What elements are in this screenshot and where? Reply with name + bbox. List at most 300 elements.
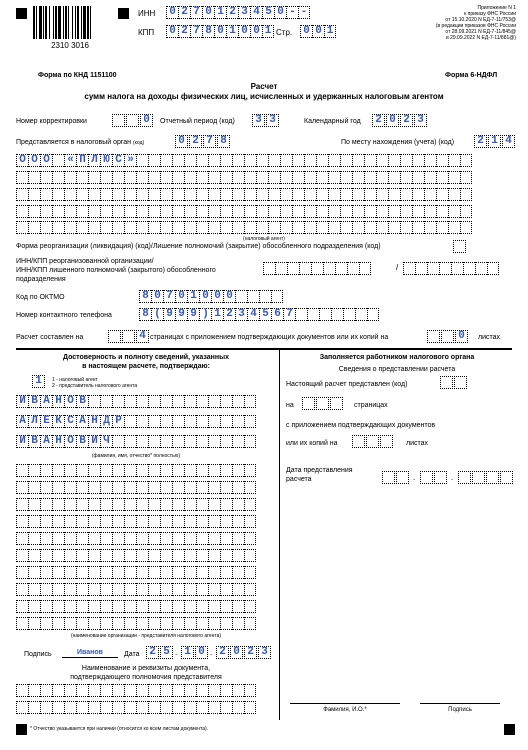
char-cell[interactable]: 2	[474, 135, 487, 148]
char-cell[interactable]	[220, 566, 232, 579]
char-cell[interactable]	[88, 205, 100, 218]
char-cell[interactable]	[220, 221, 232, 234]
char-cell[interactable]	[40, 481, 52, 494]
char-cell[interactable]	[352, 188, 364, 201]
char-cell[interactable]	[424, 221, 436, 234]
char-cell[interactable]	[232, 600, 244, 613]
char-cell[interactable]	[88, 188, 100, 201]
char-cell[interactable]	[76, 549, 88, 562]
char-cell[interactable]	[292, 205, 304, 218]
char-cell[interactable]	[136, 600, 148, 613]
char-cell[interactable]	[64, 566, 76, 579]
char-cell[interactable]	[124, 566, 136, 579]
char-cell[interactable]	[427, 330, 440, 343]
char-cell[interactable]	[88, 701, 100, 714]
char-cell[interactable]	[148, 464, 160, 477]
char-cell[interactable]	[208, 435, 220, 448]
char-cell[interactable]	[304, 171, 316, 184]
char-cell[interactable]	[148, 481, 160, 494]
char-cell[interactable]	[196, 435, 208, 448]
char-cell[interactable]	[160, 154, 172, 167]
char-cell[interactable]	[136, 435, 148, 448]
char-cell[interactable]	[256, 205, 268, 218]
char-cell[interactable]	[487, 262, 499, 275]
char-cell[interactable]	[184, 515, 196, 528]
char-cell[interactable]	[352, 221, 364, 234]
char-cell[interactable]	[196, 583, 208, 596]
char-cell[interactable]	[448, 188, 460, 201]
char-cell[interactable]	[136, 154, 148, 167]
char-cell[interactable]	[40, 617, 52, 630]
char-cell[interactable]	[16, 481, 28, 494]
char-cell[interactable]	[76, 171, 88, 184]
char-cell[interactable]	[328, 221, 340, 234]
char-cell[interactable]	[16, 583, 28, 596]
char-cell[interactable]	[172, 617, 184, 630]
char-cell[interactable]	[208, 515, 220, 528]
char-cell[interactable]	[220, 205, 232, 218]
char-cell[interactable]	[76, 205, 88, 218]
char-cell[interactable]	[244, 684, 256, 697]
char-cell[interactable]	[412, 205, 424, 218]
char-cell[interactable]	[124, 532, 136, 545]
char-cell[interactable]: 1	[214, 6, 226, 19]
char-cell[interactable]	[403, 262, 415, 275]
char-cell[interactable]	[88, 481, 100, 494]
name-field[interactable]	[16, 415, 256, 428]
char-cell[interactable]: (	[151, 308, 163, 321]
char-cell[interactable]	[28, 481, 40, 494]
char-cell[interactable]	[347, 262, 359, 275]
correction-field[interactable]	[112, 114, 154, 127]
char-cell[interactable]	[364, 188, 376, 201]
char-cell[interactable]: 7	[203, 135, 216, 148]
char-cell[interactable]	[40, 532, 52, 545]
rep-org-row-9[interactable]	[16, 600, 256, 613]
char-cell[interactable]	[208, 171, 220, 184]
char-cell[interactable]	[220, 684, 232, 697]
char-cell[interactable]: 6	[271, 308, 283, 321]
char-cell[interactable]: 1	[181, 646, 194, 659]
char-cell[interactable]	[440, 376, 453, 389]
org-name-row-2[interactable]	[16, 171, 472, 184]
char-cell[interactable]: 8	[217, 135, 230, 148]
char-cell[interactable]	[208, 701, 220, 714]
char-cell[interactable]	[208, 549, 220, 562]
char-cell[interactable]	[112, 549, 124, 562]
char-cell[interactable]	[299, 262, 311, 275]
char-cell[interactable]	[463, 262, 475, 275]
char-cell[interactable]	[136, 464, 148, 477]
char-cell[interactable]	[136, 221, 148, 234]
year-field[interactable]	[372, 114, 428, 127]
char-cell[interactable]	[287, 262, 299, 275]
char-cell[interactable]: 1	[262, 25, 274, 38]
rep-org-row-1[interactable]	[16, 464, 256, 477]
char-cell[interactable]	[376, 205, 388, 218]
char-cell[interactable]	[40, 464, 52, 477]
char-cell[interactable]	[232, 481, 244, 494]
char-cell[interactable]	[172, 684, 184, 697]
char-cell[interactable]: И	[16, 435, 28, 448]
char-cell[interactable]	[412, 154, 424, 167]
char-cell[interactable]	[184, 395, 196, 408]
char-cell[interactable]	[112, 498, 124, 511]
char-cell[interactable]	[184, 684, 196, 697]
char-cell[interactable]: 7	[190, 25, 202, 38]
char-cell[interactable]: О	[64, 435, 76, 448]
char-cell[interactable]	[64, 583, 76, 596]
char-cell[interactable]	[160, 171, 172, 184]
char-cell[interactable]	[112, 515, 124, 528]
char-cell[interactable]	[436, 205, 448, 218]
char-cell[interactable]	[64, 684, 76, 697]
char-cell[interactable]	[232, 532, 244, 545]
char-cell[interactable]	[16, 188, 28, 201]
char-cell[interactable]	[100, 532, 112, 545]
signature-value[interactable]: Иванов	[62, 648, 118, 658]
char-cell[interactable]	[244, 188, 256, 201]
char-cell[interactable]	[136, 566, 148, 579]
char-cell[interactable]: 5	[160, 646, 173, 659]
char-cell[interactable]	[196, 171, 208, 184]
char-cell[interactable]	[100, 617, 112, 630]
char-cell[interactable]	[275, 262, 287, 275]
char-cell[interactable]: Е	[40, 415, 52, 428]
char-cell[interactable]	[328, 188, 340, 201]
char-cell[interactable]	[453, 240, 466, 253]
char-cell[interactable]	[108, 330, 121, 343]
char-cell[interactable]	[112, 566, 124, 579]
char-cell[interactable]	[124, 701, 136, 714]
char-cell[interactable]	[136, 415, 148, 428]
char-cell[interactable]	[112, 532, 124, 545]
char-cell[interactable]	[76, 617, 88, 630]
char-cell[interactable]: 9	[163, 308, 175, 321]
char-cell[interactable]	[28, 515, 40, 528]
char-cell[interactable]	[244, 435, 256, 448]
char-cell[interactable]	[172, 583, 184, 596]
char-cell[interactable]	[280, 188, 292, 201]
char-cell[interactable]	[100, 600, 112, 613]
char-cell[interactable]: 9	[175, 308, 187, 321]
char-cell[interactable]	[280, 171, 292, 184]
char-cell[interactable]	[292, 154, 304, 167]
char-cell[interactable]	[100, 188, 112, 201]
char-cell[interactable]	[244, 395, 256, 408]
char-cell[interactable]	[88, 395, 100, 408]
char-cell[interactable]	[112, 188, 124, 201]
char-cell[interactable]	[196, 701, 208, 714]
char-cell[interactable]	[208, 154, 220, 167]
char-cell[interactable]	[76, 515, 88, 528]
rep-org-row-8[interactable]	[16, 583, 256, 596]
char-cell[interactable]	[76, 600, 88, 613]
char-cell[interactable]	[184, 701, 196, 714]
char-cell[interactable]	[136, 701, 148, 714]
char-cell[interactable]	[376, 221, 388, 234]
char-cell[interactable]	[148, 566, 160, 579]
char-cell[interactable]	[136, 171, 148, 184]
char-cell[interactable]	[172, 701, 184, 714]
char-cell[interactable]	[76, 188, 88, 201]
char-cell[interactable]	[232, 498, 244, 511]
char-cell[interactable]	[148, 435, 160, 448]
char-cell[interactable]	[366, 435, 379, 448]
char-cell[interactable]	[148, 583, 160, 596]
char-cell[interactable]	[367, 308, 379, 321]
char-cell[interactable]	[124, 515, 136, 528]
char-cell[interactable]: О	[64, 395, 76, 408]
char-cell[interactable]	[148, 395, 160, 408]
char-cell[interactable]: 0	[455, 330, 468, 343]
char-cell[interactable]: Ч	[100, 435, 112, 448]
char-cell[interactable]	[196, 617, 208, 630]
char-cell[interactable]	[263, 262, 275, 275]
char-cell[interactable]	[172, 395, 184, 408]
char-cell[interactable]	[454, 376, 467, 389]
char-cell[interactable]	[160, 464, 172, 477]
char-cell[interactable]	[112, 701, 124, 714]
char-cell[interactable]	[124, 395, 136, 408]
char-cell[interactable]	[304, 221, 316, 234]
char-cell[interactable]	[124, 464, 136, 477]
char-cell[interactable]	[28, 684, 40, 697]
char-cell[interactable]	[268, 205, 280, 218]
char-cell[interactable]	[307, 308, 319, 321]
char-cell[interactable]	[136, 188, 148, 201]
char-cell[interactable]	[148, 221, 160, 234]
char-cell[interactable]	[343, 308, 355, 321]
char-cell[interactable]: 2	[226, 6, 238, 19]
char-cell[interactable]	[184, 600, 196, 613]
char-cell[interactable]	[76, 481, 88, 494]
copies-field[interactable]	[427, 330, 469, 343]
char-cell[interactable]	[16, 221, 28, 234]
char-cell[interactable]	[88, 583, 100, 596]
char-cell[interactable]	[160, 205, 172, 218]
char-cell[interactable]	[232, 171, 244, 184]
char-cell[interactable]	[472, 471, 485, 484]
char-cell[interactable]	[412, 221, 424, 234]
reorg-kpp-field[interactable]	[403, 262, 499, 275]
char-cell[interactable]	[52, 205, 64, 218]
char-cell[interactable]	[136, 515, 148, 528]
char-cell[interactable]	[292, 221, 304, 234]
char-cell[interactable]	[148, 684, 160, 697]
char-cell[interactable]	[124, 583, 136, 596]
char-cell[interactable]: 0	[250, 25, 262, 38]
char-cell[interactable]	[100, 566, 112, 579]
char-cell[interactable]	[40, 515, 52, 528]
char-cell[interactable]: 2	[372, 114, 385, 127]
char-cell[interactable]: Н	[88, 415, 100, 428]
char-cell[interactable]	[76, 583, 88, 596]
char-cell[interactable]	[112, 481, 124, 494]
char-cell[interactable]	[160, 566, 172, 579]
char-cell[interactable]	[352, 154, 364, 167]
char-cell[interactable]	[112, 114, 125, 127]
char-cell[interactable]	[244, 154, 256, 167]
char-cell[interactable]	[184, 566, 196, 579]
char-cell[interactable]	[148, 549, 160, 562]
char-cell[interactable]: 5	[259, 308, 271, 321]
char-cell[interactable]	[184, 464, 196, 477]
org-name-row-5[interactable]	[16, 221, 472, 234]
char-cell[interactable]: 8	[139, 308, 151, 321]
char-cell[interactable]	[220, 435, 232, 448]
char-cell[interactable]	[88, 600, 100, 613]
char-cell[interactable]: 9	[187, 308, 199, 321]
char-cell[interactable]	[268, 221, 280, 234]
char-cell[interactable]: В	[28, 395, 40, 408]
char-cell[interactable]	[184, 171, 196, 184]
char-cell[interactable]	[420, 471, 433, 484]
char-cell[interactable]	[244, 549, 256, 562]
char-cell[interactable]	[100, 395, 112, 408]
char-cell[interactable]	[160, 583, 172, 596]
char-cell[interactable]	[16, 617, 28, 630]
char-cell[interactable]	[460, 154, 472, 167]
char-cell[interactable]: 8	[202, 25, 214, 38]
char-cell[interactable]: 0	[166, 25, 178, 38]
location-field[interactable]	[474, 135, 516, 148]
char-cell[interactable]: 0	[199, 290, 211, 303]
char-cell[interactable]	[415, 262, 427, 275]
char-cell[interactable]	[460, 171, 472, 184]
char-cell[interactable]	[148, 701, 160, 714]
char-cell[interactable]	[126, 114, 139, 127]
char-cell[interactable]	[232, 415, 244, 428]
rep-org-row-2[interactable]	[16, 481, 256, 494]
char-cell[interactable]	[220, 154, 232, 167]
char-cell[interactable]	[208, 617, 220, 630]
char-cell[interactable]	[208, 221, 220, 234]
char-cell[interactable]	[172, 154, 184, 167]
char-cell[interactable]: Н	[52, 435, 64, 448]
char-cell[interactable]	[184, 188, 196, 201]
char-cell[interactable]: А	[40, 435, 52, 448]
char-cell[interactable]	[382, 471, 395, 484]
char-cell[interactable]	[16, 600, 28, 613]
char-cell[interactable]	[364, 205, 376, 218]
char-cell[interactable]	[76, 464, 88, 477]
rep-org-row-4[interactable]	[16, 515, 256, 528]
char-cell[interactable]	[52, 701, 64, 714]
char-cell[interactable]	[52, 171, 64, 184]
char-cell[interactable]	[316, 171, 328, 184]
char-cell[interactable]: 0	[151, 290, 163, 303]
char-cell[interactable]	[64, 515, 76, 528]
char-cell[interactable]	[160, 701, 172, 714]
char-cell[interactable]: 1	[488, 135, 501, 148]
char-cell[interactable]	[184, 617, 196, 630]
char-cell[interactable]	[160, 395, 172, 408]
char-cell[interactable]	[460, 205, 472, 218]
char-cell[interactable]	[88, 498, 100, 511]
char-cell[interactable]	[244, 221, 256, 234]
char-cell[interactable]	[208, 395, 220, 408]
char-cell[interactable]	[220, 481, 232, 494]
char-cell[interactable]	[388, 205, 400, 218]
char-cell[interactable]	[52, 464, 64, 477]
char-cell[interactable]	[122, 330, 135, 343]
char-cell[interactable]	[100, 498, 112, 511]
char-cell[interactable]	[64, 701, 76, 714]
char-cell[interactable]	[412, 188, 424, 201]
char-cell[interactable]	[352, 205, 364, 218]
char-cell[interactable]	[112, 171, 124, 184]
char-cell[interactable]	[196, 395, 208, 408]
char-cell[interactable]	[28, 532, 40, 545]
char-cell[interactable]	[136, 395, 148, 408]
char-cell[interactable]	[232, 395, 244, 408]
char-cell[interactable]: 7	[283, 308, 295, 321]
char-cell[interactable]	[160, 498, 172, 511]
char-cell[interactable]	[460, 221, 472, 234]
phone-field[interactable]	[139, 308, 379, 321]
char-cell[interactable]	[148, 171, 160, 184]
char-cell[interactable]	[100, 684, 112, 697]
char-cell[interactable]: 0	[386, 114, 399, 127]
char-cell[interactable]	[64, 171, 76, 184]
char-cell[interactable]	[220, 464, 232, 477]
char-cell[interactable]	[40, 205, 52, 218]
char-cell[interactable]: Р	[112, 415, 124, 428]
char-cell[interactable]	[244, 566, 256, 579]
char-cell[interactable]	[448, 221, 460, 234]
char-cell[interactable]	[16, 498, 28, 511]
char-cell[interactable]	[244, 464, 256, 477]
char-cell[interactable]	[184, 205, 196, 218]
char-cell[interactable]	[280, 205, 292, 218]
char-cell[interactable]	[330, 397, 343, 410]
char-cell[interactable]	[16, 171, 28, 184]
char-cell[interactable]: 2	[400, 114, 413, 127]
char-cell[interactable]	[340, 221, 352, 234]
char-cell[interactable]	[28, 171, 40, 184]
char-cell[interactable]	[100, 549, 112, 562]
char-cell[interactable]: 3	[258, 646, 271, 659]
char-cell[interactable]: Л	[88, 154, 100, 167]
char-cell[interactable]	[76, 701, 88, 714]
staff-date-day[interactable]	[382, 471, 410, 484]
char-cell[interactable]	[340, 205, 352, 218]
char-cell[interactable]	[64, 481, 76, 494]
char-cell[interactable]	[112, 221, 124, 234]
char-cell[interactable]	[172, 549, 184, 562]
char-cell[interactable]	[124, 498, 136, 511]
char-cell[interactable]	[76, 532, 88, 545]
char-cell[interactable]	[424, 188, 436, 201]
char-cell[interactable]	[340, 154, 352, 167]
char-cell[interactable]: 8	[139, 290, 151, 303]
char-cell[interactable]	[319, 308, 331, 321]
char-cell[interactable]: 2	[216, 646, 229, 659]
rep-org-row-6[interactable]	[16, 549, 256, 562]
char-cell[interactable]	[40, 684, 52, 697]
char-cell[interactable]: 0	[202, 6, 214, 19]
char-cell[interactable]	[148, 205, 160, 218]
char-cell[interactable]	[172, 221, 184, 234]
char-cell[interactable]: 0	[230, 646, 243, 659]
char-cell[interactable]	[172, 498, 184, 511]
char-cell[interactable]	[436, 154, 448, 167]
char-cell[interactable]: 2	[178, 6, 190, 19]
char-cell[interactable]	[64, 498, 76, 511]
reorg-inn-field[interactable]	[263, 262, 371, 275]
char-cell[interactable]	[220, 415, 232, 428]
